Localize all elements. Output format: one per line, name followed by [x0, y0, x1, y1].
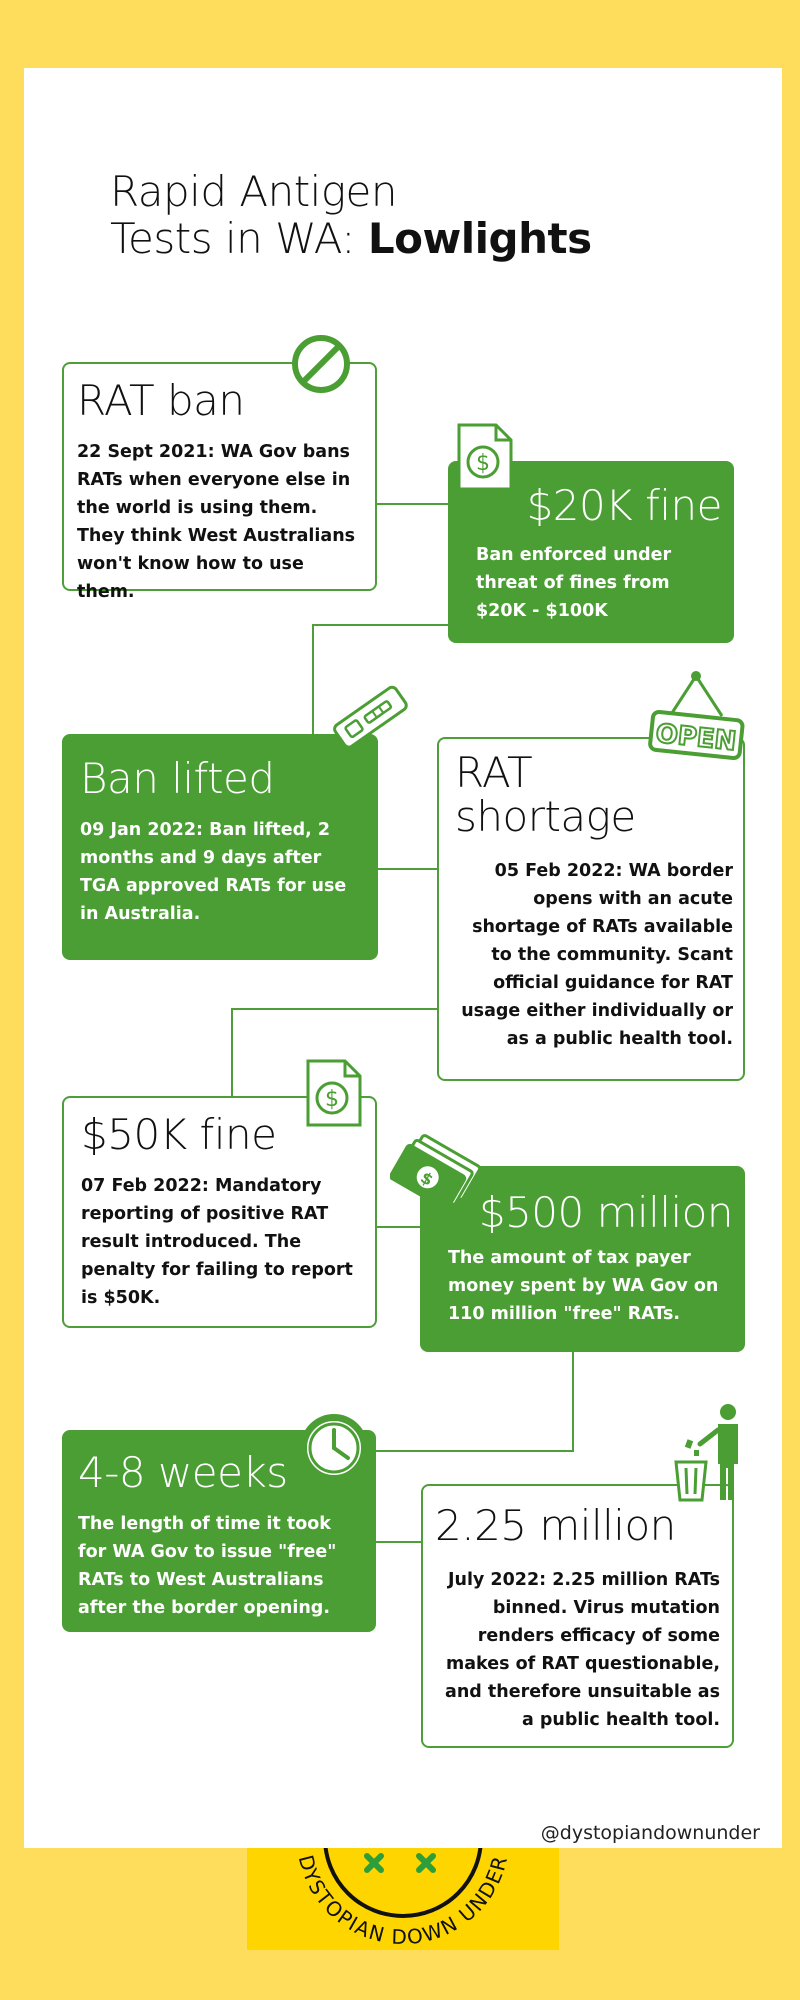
card-heading-line-1: RAT [455, 748, 533, 797]
dollar-document-icon [456, 422, 514, 492]
social-handle: @dystopiandownunder [540, 1822, 760, 1844]
connector-line [376, 1541, 422, 1543]
title-line-2 [110, 215, 592, 262]
brand-logo [247, 1848, 559, 1950]
card-2-25-million [421, 1484, 734, 1748]
connector-line [376, 1226, 420, 1228]
card-body: Ban enforced under threat of fines from $20K - $100K [476, 545, 672, 621]
card-heading-line-2: shortage [455, 792, 636, 841]
trash-bin-person-icon [672, 1402, 748, 1502]
card-heading: $500 million [478, 1188, 733, 1237]
connector-line [312, 624, 314, 734]
brand-badge [247, 1848, 559, 1950]
connector-line [572, 1350, 574, 1452]
connector-line [312, 624, 450, 626]
svg-text:DYSTOPIAN DOWN UNDER [294, 1852, 513, 1949]
clock-icon [296, 1410, 372, 1486]
connector-line [231, 1008, 438, 1010]
card-heading: RAT ban [77, 376, 245, 425]
dollar-symbol: $ [476, 451, 490, 476]
no-entry-icon [289, 332, 353, 396]
card-heading: 2.25 million [435, 1501, 676, 1550]
dollar-symbol: $ [325, 1087, 339, 1112]
card-body: The length of time it took for WA Gov to issue "free" RATs to West Australians after the border opening. [78, 1514, 337, 1618]
title-line-2-bold: Lowlights [367, 214, 592, 263]
dollar-symbol: $ [417, 1167, 437, 1190]
open-sign-icon [646, 668, 746, 768]
card-rat-shortage [437, 737, 745, 1081]
cash-money-icon [390, 1130, 490, 1218]
connector-line [231, 1008, 233, 1096]
dollar-document-icon [305, 1058, 363, 1128]
connector-line [376, 1450, 574, 1452]
card-heading: $20K fine [526, 481, 722, 530]
card-heading: $50K fine [81, 1110, 277, 1159]
card-body: 09 Jan 2022: Ban lifted, 2 months and 9 days after TGA approved RATs for use in Australia. [80, 820, 347, 924]
card-body: 05 Feb 2022: WA border opens with an acute shortage of RATs available to the community. Scant official guidance for RAT usage either individually or as a public health tool. [461, 861, 733, 1049]
card-50k-fine [62, 1096, 377, 1328]
card-body: July 2022: 2.25 million RATs binned. Virus mutation renders efficacy of some makes of RAT questionable, and therefore unsuitable as a public health tool. [445, 1570, 720, 1730]
title-line-2-prefix: Tests in WA: [110, 214, 355, 263]
rat-test-kit-icon [326, 678, 416, 758]
page-title [110, 168, 592, 262]
card-body: 22 Sept 2021: WA Gov bans RATs when everyone else in the world is using them. They think West Australians won't know how to use them. [77, 442, 356, 602]
card-rat-ban [62, 362, 377, 602]
card-ban-lifted [62, 734, 378, 960]
card-body: The amount of tax payer money spent by WA Gov on 110 million "free" RATs. [448, 1248, 719, 1324]
card-heading: Ban lifted [80, 754, 275, 803]
card-body: 07 Feb 2022: Mandatory reporting of positive RAT result introduced. The penalty for failing to report is $50K. [81, 1176, 353, 1308]
card-heading: 4-8 weeks [78, 1448, 288, 1497]
connector-line [376, 868, 438, 870]
title-line-1: Rapid Antigen [110, 167, 397, 216]
open-sign-text: OPEN [654, 718, 738, 758]
connector-line [376, 503, 450, 505]
badge-text: DYSTOPIAN DOWN UNDER [293, 1852, 513, 1950]
